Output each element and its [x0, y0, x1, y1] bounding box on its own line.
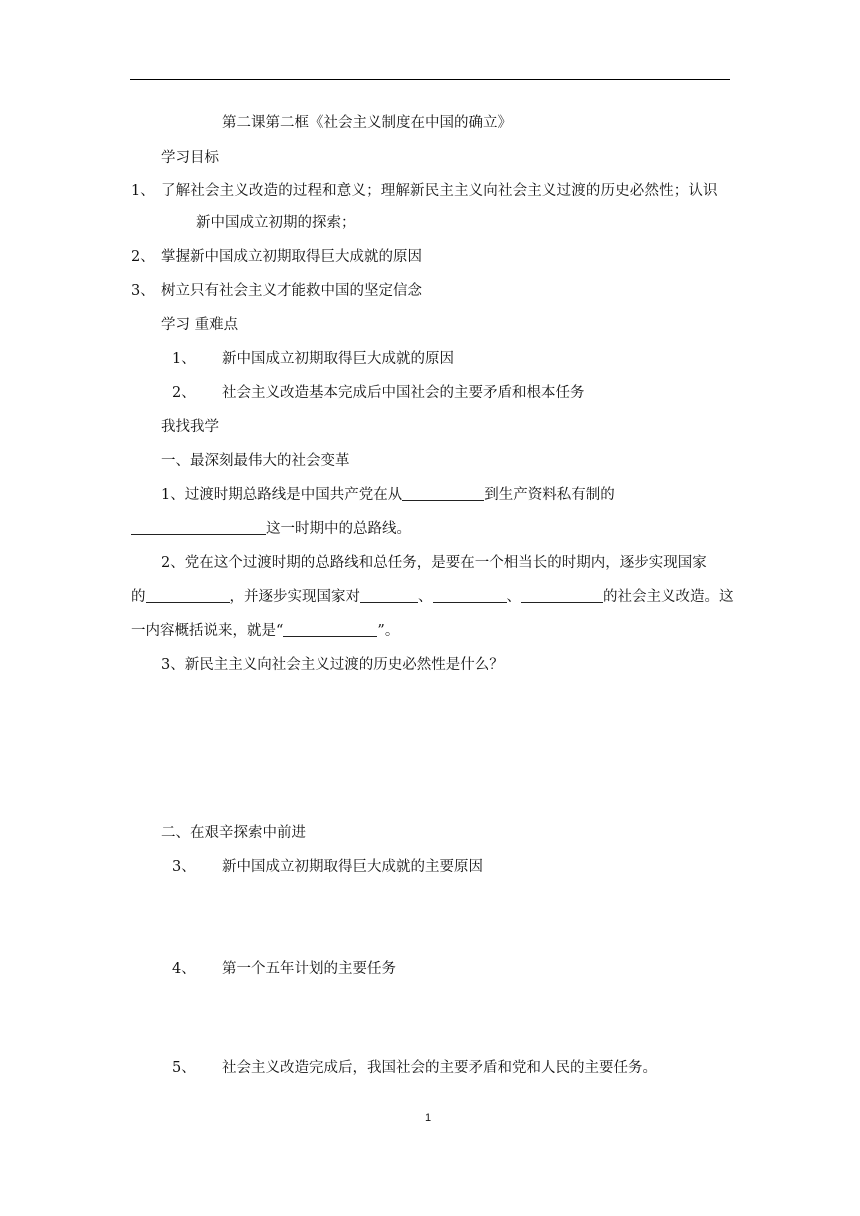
question-3-text: 3、新民主主义向社会主义过渡的历史必然性是什么？	[161, 657, 504, 673]
key-point-2-text: 社会主义改造基本完成后中国社会的主要矛盾和根本任务	[222, 385, 585, 401]
question-2-part-d: 、	[418, 589, 433, 605]
question-2-part-g: 一内容概括说来，就是“	[131, 623, 284, 639]
answer-blank[interactable]	[402, 486, 484, 501]
question-1-part-c: 这一时期中的总路线。	[266, 521, 411, 537]
objective-2-number: 2、	[131, 249, 155, 265]
question-2-line-2	[131, 588, 734, 606]
section-2-item-3-number: 3、	[172, 859, 196, 875]
question-1-line-1	[161, 486, 615, 504]
section-2-item-5-text: 社会主义改造完成后，我国社会的主要矛盾和党和人民的主要任务。	[222, 1060, 657, 1076]
key-points-heading: 学习 重难点	[161, 317, 239, 333]
section-2-item-4-text: 第一个五年计划的主要任务	[222, 961, 396, 977]
section-2-heading: 二、在艰辛探索中前进	[161, 825, 306, 841]
question-2-line-1: 2、党在这个过渡时期的总路线和总任务，是要在一个相当长的时期内，逐步实现国家	[161, 555, 707, 571]
question-1-part-b: 到生产资料私有制的	[484, 487, 615, 503]
key-point-2-number: 2、	[172, 385, 196, 401]
question-2-part-f: 的社会主义改造。这	[603, 589, 734, 605]
objective-1-text: 了解社会主义改造的过程和意义；理解新民主主义向社会主义过渡的历史必然性；认识	[161, 183, 718, 199]
question-1-line-2	[131, 520, 411, 538]
objective-2-text: 掌握新中国成立初期取得巨大成就的原因	[161, 249, 422, 265]
key-point-1-text: 新中国成立初期取得巨大成就的原因	[222, 351, 454, 367]
section-2-item-3-text: 新中国成立初期取得巨大成就的主要原因	[222, 859, 483, 875]
objectives-heading: 学习目标	[161, 150, 219, 166]
self-study-heading: 我找我学	[161, 419, 219, 435]
objective-1-number: 1、	[131, 183, 155, 199]
answer-blank[interactable]	[131, 520, 266, 535]
question-1-part-a: 1、过渡时期总路线是中国共产党在从	[161, 487, 403, 503]
objective-3-text: 树立只有社会主义才能救中国的坚定信念	[161, 283, 422, 299]
section-1-heading: 一、最深刻最伟大的社会变革	[161, 453, 350, 469]
objective-3-number: 3、	[131, 283, 155, 299]
answer-blank[interactable]	[433, 588, 507, 603]
question-2-part-b: 的	[131, 589, 146, 605]
answer-blank[interactable]	[146, 588, 230, 603]
page-number: 1	[425, 1112, 432, 1124]
question-2-part-e: 、	[506, 589, 521, 605]
objective-1-text-continued: 新中国成立初期的探索；	[196, 215, 356, 231]
question-2-line-3	[131, 622, 399, 640]
header-rule	[130, 79, 730, 80]
document-title: 第二课第二框《社会主义制度在中国的确立》	[222, 115, 512, 131]
key-point-1-number: 1、	[172, 351, 196, 367]
answer-blank[interactable]	[360, 588, 418, 603]
answer-blank[interactable]	[521, 588, 603, 603]
answer-blank[interactable]	[283, 622, 377, 637]
section-2-item-4-number: 4、	[172, 961, 196, 977]
question-2-part-h: ”。	[377, 623, 400, 639]
question-2-part-c: ，并逐步实现国家对	[229, 589, 360, 605]
section-2-item-5-number: 5、	[172, 1060, 196, 1076]
